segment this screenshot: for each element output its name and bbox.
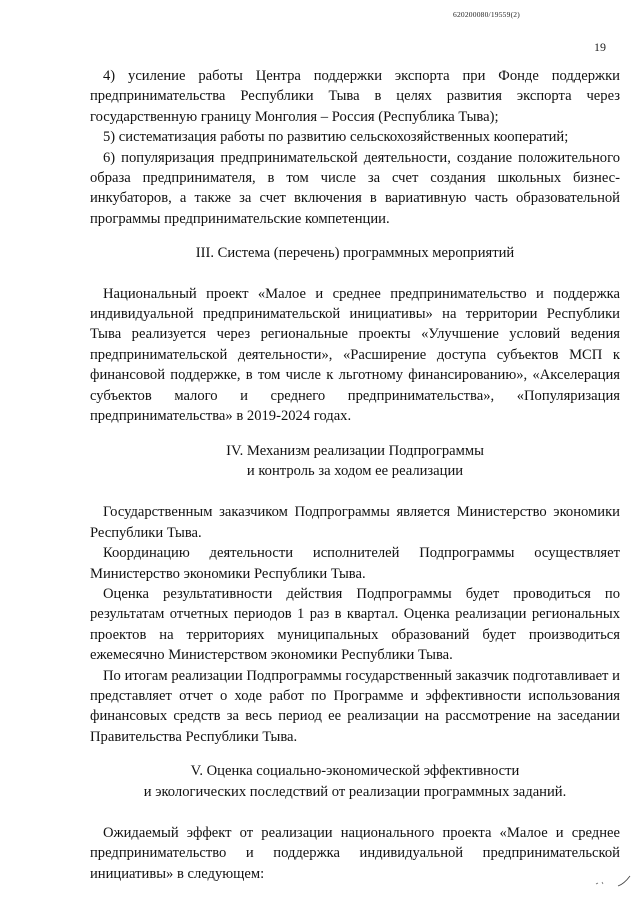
scan-marks [594, 870, 634, 893]
section-4-title-line-1: IV. Механизм реализации Подпрограммы [226, 442, 484, 459]
list-item: 5) систематизация работы по развитию сельскохозяйственных кооператий; [103, 129, 569, 146]
section-4-paragraph: Координацию деятельности исполнителей Подпрограммы осуществляет Министерство экономики Республики Тыва. [90, 545, 620, 582]
document-body [90, 66, 620, 884]
list-item: 4) усиление работы Центра поддержки экспорта при Фонде поддержки предпринимательства Республики Тыва в целях развития экспорта через государственную границу Монголия – Россия (Республика Тыва); [90, 68, 620, 125]
page-number: 19 [594, 40, 606, 54]
section-3-title: III. Система (перечень) программных мероприятий [195, 245, 515, 262]
section-4-paragraph: По итогам реализации Подпрограммы государственный заказчик подготавливает и представляет отчет о ходе работ по Программе и эффективности использования финансовых средств за весь период ее реализации на рассмотрение на заседании Правительства Республики Тыва. [90, 667, 620, 745]
section-3-paragraph: Национальный проект «Малое и среднее предпринимательство и поддержка индивидуальной предпринимательской инициативы» на территории Республики Тыва реализуется через региональные проекты «Улучшение условий ведения предпринимательской деятельности», «Расширение доступа субъектов МСП к финансовой поддержке, в том числе к льготному финансированию», «Акселерация субъектов малого и среднего предпринимательства», «Популяризация предпринимательства» в 2019-2024 годах. [90, 285, 620, 425]
section-5-paragraph: Ожидаемый эффект от реализации национального проекта «Малое и среднее предпринимательство и поддержка индивидуальной предпринимательской инициативы» в следующем: [90, 825, 620, 882]
section-4-paragraph: Оценка результативности действия Подпрограммы будет проводиться по результатам отчетных периодов 1 раз в квартал. Оценка реализации региональных проектов на территориях муниципальных образований будет производиться ежемесячно Министерством экономики Республики Тыва. [90, 585, 620, 664]
section-4-title-line-2: и контроль за ходом ее реализации [246, 462, 464, 479]
section-4-paragraph: Государственным заказчиком Подпрограммы является Министерство экономики Республики Тыва. [90, 504, 620, 541]
section-5-title-line-2: и экологических последствий от реализации программных заданий. [143, 783, 567, 800]
list-item: 6) популяризация предпринимательской деятельности, создание положительного образа предпринимателя, в том числе за счет создания школьных бизнес-инкубаторов, а также за счет включения в вариативную часть образовательной программы предпринимательские компетенции. [90, 149, 620, 227]
section-5-title-line-1: V. Оценка социально-экономической эффективности [190, 763, 520, 780]
document-id: 620200080/19559(2) [453, 10, 520, 19]
